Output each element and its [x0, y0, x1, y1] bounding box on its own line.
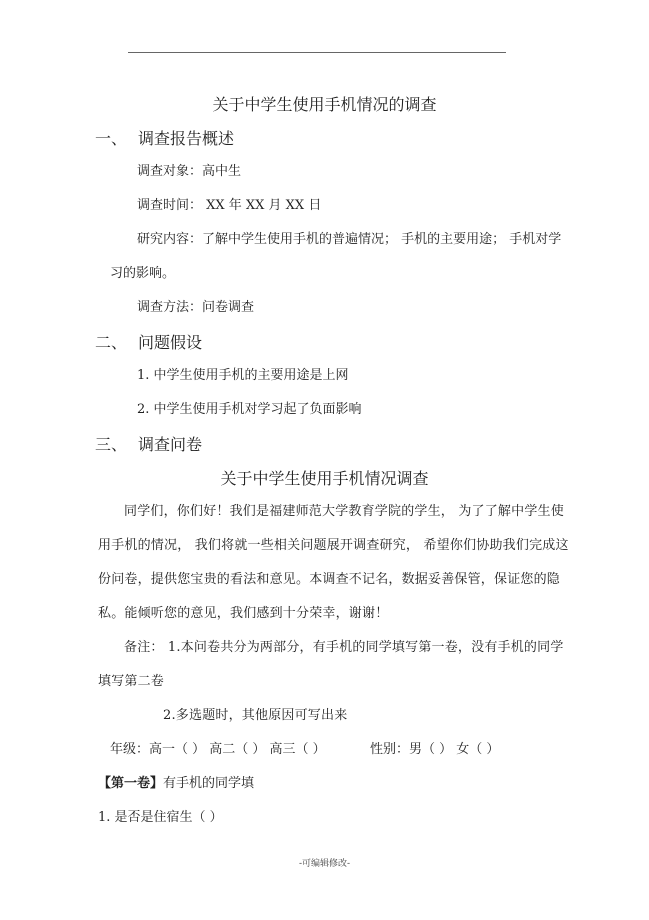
overview-time: 调查时间： XX 年 XX 月 XX 日 — [137, 198, 322, 213]
overview-method: 调查方法：问卷调查 — [137, 300, 255, 315]
header-rule — [128, 52, 506, 53]
overview-content-line-2: 习的影响。 — [110, 266, 176, 281]
intro-line-4: 私。能倾听您的意见，我们感到十分荣幸，谢谢！ — [98, 606, 389, 621]
part-1-text: 有手机的同学填 — [163, 776, 255, 791]
section-2-title: 问题假设 — [138, 333, 203, 352]
intro-line-2: 用手机的情况， 我们将就一些相关问题展开调查研究， 希望你们协助我们完成这 — [98, 538, 569, 553]
gender-row: 性别：男（ ） 女（ ） — [370, 742, 500, 757]
intro-line-1: 同学们，你们好！我们是福建师范大学教育学院的学生， 为了了解中学生使 — [124, 504, 564, 519]
overview-content-line-1: 研究内容：了解中学生使用手机的普遍情况； 手机的主要用途； 手机对学 — [137, 232, 562, 247]
section-3-title: 调查问卷 — [138, 435, 203, 454]
questionnaire-title: 关于中学生使用手机情况调查 — [220, 469, 429, 488]
intro-line-3: 份问卷，提供您宝贵的看法和意见。本调查不记名，数据妥善保管，保证您的隐 — [98, 572, 561, 587]
section-1-title: 调查报告概述 — [138, 129, 235, 148]
page-footer: -可编辑修改- — [298, 859, 351, 869]
question-1: 1. 是否是住宿生（ ） — [98, 810, 223, 825]
section-2-number: 二、 — [95, 333, 128, 352]
overview-target: 调查对象：高中生 — [137, 164, 242, 179]
note-line-3: 2.多选题时，其他原因可写出来 — [163, 708, 348, 723]
section-1-number: 一、 — [95, 129, 128, 148]
hypothesis-1: 1. 中学生使用手机的主要用途是上网 — [137, 368, 349, 383]
section-3-number: 三、 — [95, 435, 128, 454]
part-1-bracket: 【第一卷】 — [98, 776, 164, 791]
hypothesis-2: 2. 中学生使用手机对学习起了负面影响 — [137, 402, 362, 417]
grade-row: 年级：高一（ ） 高二（ ） 高三（ ） — [110, 742, 326, 757]
document-title: 关于中学生使用手机情况的调查 — [212, 95, 437, 114]
part-1-heading — [98, 772, 254, 791]
note-line-1: 备注： 1.本问卷共分为两部分，有手机的同学填写第一卷，没有手机的同学 — [124, 640, 564, 655]
note-line-2: 填写第二卷 — [98, 674, 165, 689]
